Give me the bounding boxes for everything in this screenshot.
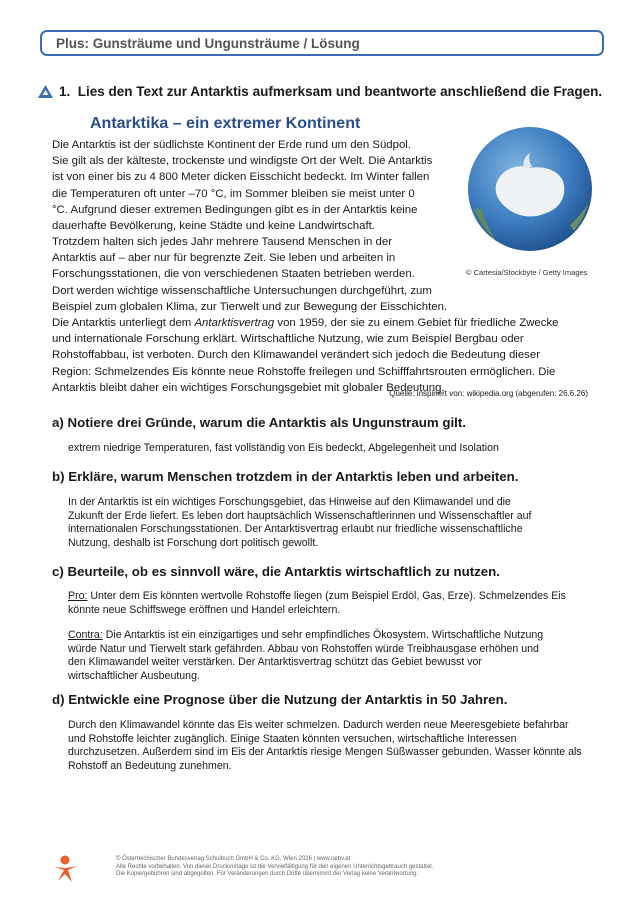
page-title: Plus: Gunsträume und Ungunsträume / Lösung	[56, 36, 360, 51]
question-d: d) Entwickle eine Prognose über die Nutzung der Antarktis in 50 Jahren.	[52, 692, 508, 707]
question-b: b) Erkläre, warum Menschen trotzdem in der Antarktis leben und arbeiten.	[52, 469, 519, 484]
task-number: 1.	[59, 84, 71, 99]
article-paragraph-2: Trotzdem halten sich jedes Jahr mehrere Tausend Menschen in der Antarktis auf – aber nur für begrenzte Zeit. Sie leben und arbeiten in Forschungsstationen, die von verschiedenen Staaten betrieben werden. Dort werden wichtige wissenschaftliche Untersuchungen durchgeführt, zum Beispiel zum globalen Klima, zur Tierwelt und zur Bewegung der Eisschichten.	[52, 236, 448, 313]
source-note: Quelle: inspiriert von: wikipedia.org (abgerufen: 26.6.26)	[389, 389, 588, 398]
article-paragraph-3: Die Antarktis unterliegt dem Antarktisvertrag von 1959, der sie zu einem Gebiet für friedliche Zwecke und internationale Forschung erklärt. Wirtschaftliche Nutzung, wie zum Beispiel Bergbau oder Rohstoffabbau, ist verboten. Durch den Klimawandel verändert sich jedoch die Bedeutung dieser Region: Schmelzendes Eis könnte neue Rohstoffe freilegen und Schifffahrtsrouten ermöglichen. Die Antarktis bleibt daher ein wichtiges Forschungsgebiet mit globaler Bedeutung.	[52, 317, 559, 394]
footer-copyright: © Österreichischer Bundesverlag Schulbuch GmbH & Co. KG, Wien 2026 | www.oebv.at Alle Rechte vorbehalten. Von dieser Druckvorlage ist die Vervielfältigung für den eigenen Unterrichtsgebrauch gestattet. Die Kopiergebühren sind abgegolten. Für Veränderungen durch Dritte übernimmt der Verlag keine Verantwortung.	[116, 856, 434, 877]
task-text: Lies den Text zur Antarktis aufmerksam und beantworte anschließend die Fragen.	[77, 84, 603, 99]
answer-c-pro: Pro: Unter dem Eis könnten wertvolle Rohstoffe liegen (zum Beispiel Erdöl, Gas, Erze). Schmelzendes Eis könnte neue Schiffswege eröffnen und Handel erleichtern.	[68, 590, 566, 616]
article-paragraph-1: Die Antarktis ist der südlichste Kontinent der Erde rund um den Südpol. Sie gilt als der kälteste, trockenste und windigste Ort der Welt. Die Antarktis ist von einer bis zu 4 800 Meter dicken Eisschicht bedeckt. Im Winter fallen die Temperaturen oft unter –70 °C, im Sommer bleiben sie meist unter 0 °C. Aufgrund dieser extremen Bedingungen gibt es in der Antarktis keine dauerhafte Bevölkerung, keine Städte und keine Landwirtschaft.	[52, 139, 433, 233]
image-credit: © Cartesia/Stockbyte / Getty Images	[466, 268, 588, 277]
article-title: Antarktika – ein extremer Kontinent	[90, 115, 361, 132]
page-header	[40, 30, 604, 56]
answer-c-contra: Contra: Die Antarktis ist ein einzigartiges und sehr empfindliches Ökosystem. Wirtschaftliche Nutzung würde Natur und Tierwelt stark gefährden. Abbau von Rohstoffen würde Treibhausgase erhöhen und den Klimawandel weiter verstärken. Der Antarktisvertrag schützt das Gebiet bewusst vor wirtschaftlicher Ausbeutung.	[68, 629, 544, 682]
difficulty-triangle-icon	[38, 85, 53, 101]
answer-a: extrem niedrige Temperaturen, fast vollständig von Eis bedeckt, Abgelegenheit und Isolation	[68, 442, 499, 454]
answer-d: Durch den Klimawandel könnte das Eis weiter schmelzen. Dadurch werden neue Meeresgebiete befahrbar und Rohstoffe leichter zugänglich. Einige Staaten könnten versuchen, wirtschaftliche Interessen durchzusetzen. Außerdem sind im Eis der Antarktis riesige Mengen Süßwasser gebunden. Wasser könnte als Rohstoff an Bedeutung zunehmen.	[68, 719, 582, 772]
question-a: a) Notiere drei Gründe, warum die Antarktis als Ungunstraum gilt.	[52, 415, 467, 430]
answer-b: In der Antarktis ist ein wichtiges Forschungsgebiet, das Hinweise auf den Klimawandel und die Zukunft der Erde liefert. Es leben dort hauptsächlich Wissenschaftlerinnen und Wissenschaftler auf internationalen Forschungsstationen. Der Antarktisvertrag erlaubt nur friedliche wissenschaftliche Nutzung, deshalb ist Forschung dort politisch gewollt.	[68, 496, 532, 549]
antarctica-globe-image	[466, 113, 594, 265]
publisher-logo	[52, 855, 78, 888]
task-heading	[38, 84, 602, 101]
question-c: c) Beurteile, ob es sinnvoll wäre, die Antarktis wirtschaftlich zu nutzen.	[52, 564, 501, 579]
